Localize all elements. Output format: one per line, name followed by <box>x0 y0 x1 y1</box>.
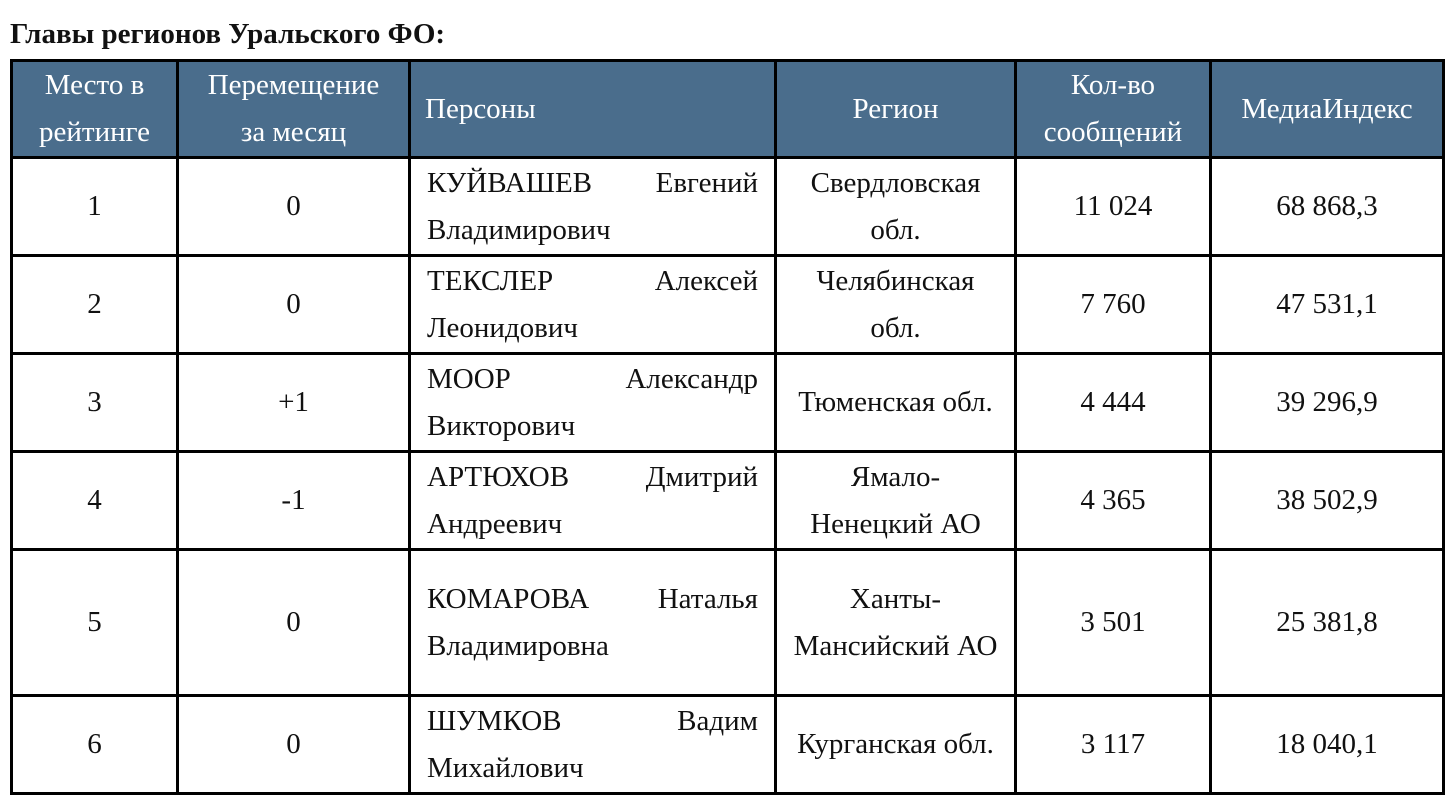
cell-messages: 7 760 <box>1016 256 1211 354</box>
table-row <box>12 452 1444 550</box>
cell-change: -1 <box>178 452 410 550</box>
cell-mediaindex: 68 868,3 <box>1211 158 1444 256</box>
ratings-table <box>10 59 1445 795</box>
table-row <box>12 158 1444 256</box>
cell-messages: 4 444 <box>1016 354 1211 452</box>
cell-mediaindex: 38 502,9 <box>1211 452 1444 550</box>
cell-place: 4 <box>12 452 178 550</box>
cell-place: 1 <box>12 158 178 256</box>
cell-change: 0 <box>178 550 410 696</box>
page-title: Главы регионов Уральского ФО: <box>10 18 446 50</box>
cell-change: 0 <box>178 256 410 354</box>
table-row <box>12 696 1444 794</box>
cell-mediaindex: 39 296,9 <box>1211 354 1444 452</box>
table-header <box>12 61 1444 158</box>
cell-person: ТЕКСЛЕР Алексей Леонидович <box>410 256 776 354</box>
cell-change: 0 <box>178 158 410 256</box>
cell-messages: 3 501 <box>1016 550 1211 696</box>
cell-person: АРТЮХОВ Дмитрий Андреевич <box>410 452 776 550</box>
table-row <box>12 354 1444 452</box>
table-row <box>12 550 1444 696</box>
cell-place: 2 <box>12 256 178 354</box>
cell-messages: 3 117 <box>1016 696 1211 794</box>
cell-person: КОМАРОВА Наталья Владимировна <box>410 550 776 696</box>
header-mediaindex: МедиаИндекс <box>1211 61 1444 158</box>
cell-messages: 4 365 <box>1016 452 1211 550</box>
header-change: Перемещение за месяц <box>178 61 410 158</box>
cell-person: ШУМКОВ Вадим Михайлович <box>410 696 776 794</box>
header-messages: Кол-во сообщений <box>1016 61 1211 158</box>
cell-place: 5 <box>12 550 178 696</box>
header-row <box>12 61 1444 158</box>
cell-person: МООР Александр Викторович <box>410 354 776 452</box>
cell-mediaindex: 18 040,1 <box>1211 696 1444 794</box>
cell-mediaindex: 25 381,8 <box>1211 550 1444 696</box>
cell-change: 0 <box>178 696 410 794</box>
header-persons: Персоны <box>410 61 776 158</box>
header-place: Место в рейтинге <box>12 61 178 158</box>
cell-region: Курганская обл. <box>776 696 1016 794</box>
cell-place: 3 <box>12 354 178 452</box>
table-row <box>12 256 1444 354</box>
header-region: Регион <box>776 61 1016 158</box>
cell-region: Ханты-Мансийский АО <box>776 550 1016 696</box>
cell-change: +1 <box>178 354 410 452</box>
cell-region: Тюменская обл. <box>776 354 1016 452</box>
cell-region: Челябинская обл. <box>776 256 1016 354</box>
cell-place: 6 <box>12 696 178 794</box>
cell-mediaindex: 47 531,1 <box>1211 256 1444 354</box>
cell-region: Ямало-Ненецкий АО <box>776 452 1016 550</box>
cell-region: Свердловская обл. <box>776 158 1016 256</box>
table-body <box>12 158 1444 794</box>
cell-messages: 11 024 <box>1016 158 1211 256</box>
cell-person: КУЙВАШЕВ Евгений Владимирович <box>410 158 776 256</box>
